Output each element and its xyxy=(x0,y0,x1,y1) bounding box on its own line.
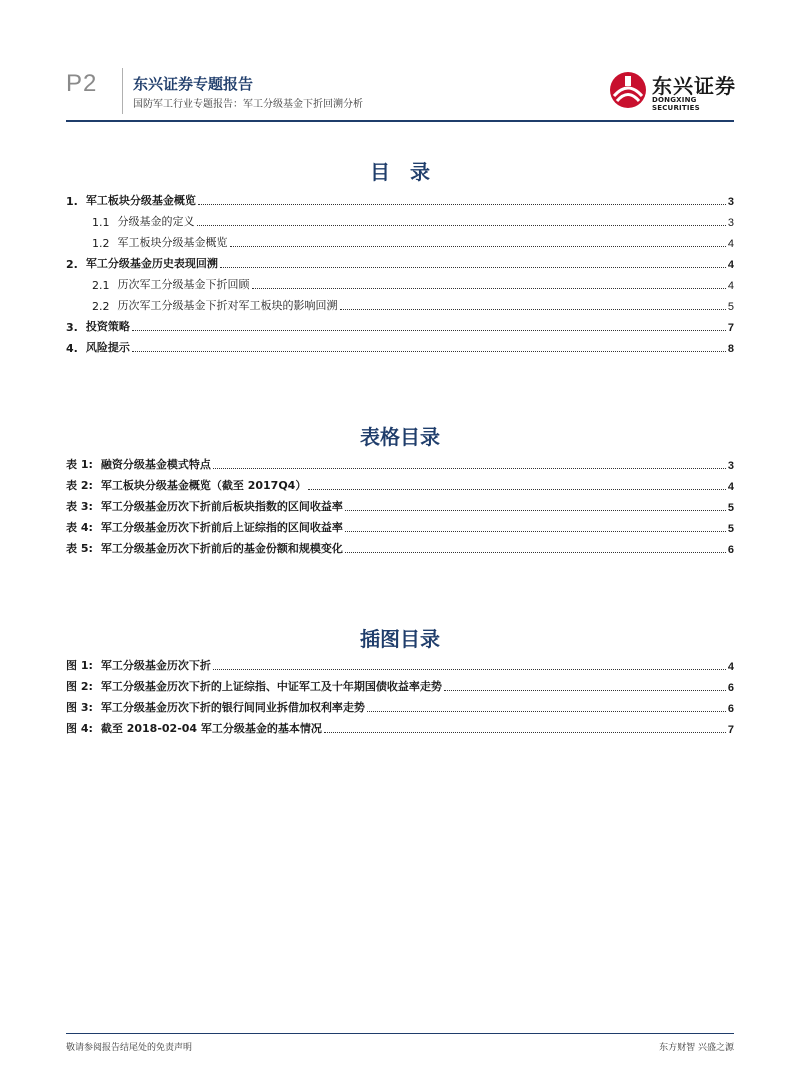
entry-page-number: 4 xyxy=(727,238,734,250)
entry-page-number: 4 xyxy=(727,481,734,493)
toc-entry[interactable] xyxy=(66,493,734,514)
footer-rule xyxy=(66,1033,734,1034)
dot-leader xyxy=(213,669,726,670)
entry-label: 截至 2018-02-04 军工分级基金的基本情况 xyxy=(100,722,322,735)
entry-page-number: 3 xyxy=(727,217,734,229)
toc-list xyxy=(66,187,734,355)
toc-entry[interactable] xyxy=(66,187,734,208)
figure-list xyxy=(66,652,734,736)
figure-list-title: 插图目录 xyxy=(360,627,440,651)
entry-number: 图 4: xyxy=(66,722,93,735)
toc-entry[interactable] xyxy=(66,271,734,292)
toc-entry[interactable] xyxy=(66,472,734,493)
toc-entry[interactable] xyxy=(66,535,734,556)
entry-page-number: 5 xyxy=(727,523,734,535)
toc-entry[interactable] xyxy=(66,229,734,250)
dot-leader xyxy=(252,288,726,289)
entry-number: 表 5: xyxy=(66,542,93,555)
dot-leader xyxy=(198,204,726,205)
toc-title: 目 录 xyxy=(370,160,430,184)
entry-label: 风险提示 xyxy=(85,341,130,354)
logo-text: 东兴证券 xyxy=(652,74,736,98)
footer-disclaimer: 敬请参阅报告结尾处的免责声明 xyxy=(66,1043,193,1053)
company-logo xyxy=(608,68,736,112)
report-title: 东兴证券专题报告 xyxy=(133,75,254,93)
entry-number: 1. xyxy=(66,195,78,208)
entry-number: 3. xyxy=(66,321,78,334)
entry-label: 军工分级基金历次下折 xyxy=(100,659,211,672)
header-separator xyxy=(122,68,123,114)
dot-leader xyxy=(220,267,726,268)
entry-number: 2. xyxy=(66,258,78,271)
entry-label: 军工分级基金历次下折前后上证综指的区间收益率 xyxy=(100,521,343,534)
dot-leader xyxy=(230,246,726,247)
dot-leader xyxy=(132,330,726,331)
dot-leader xyxy=(345,552,726,553)
entry-label: 分级基金的定义 xyxy=(117,215,195,228)
entry-label: 历次军工分级基金下折回顾 xyxy=(117,278,250,291)
dot-leader xyxy=(340,309,726,310)
entry-number: 图 1: xyxy=(66,659,93,672)
dot-leader xyxy=(308,489,726,490)
entry-number: 图 2: xyxy=(66,680,93,693)
entry-label: 历次军工分级基金下折对军工板块的影响回溯 xyxy=(117,299,338,312)
page-header xyxy=(0,0,800,125)
toc-entry[interactable] xyxy=(66,673,734,694)
toc-entry[interactable] xyxy=(66,652,734,673)
entry-label: 军工分级基金历次下折的上证综指、中证军工及十年期国债收益率走势 xyxy=(100,680,442,693)
table-list xyxy=(66,451,734,556)
logo-mark-icon xyxy=(608,70,648,110)
entry-label: 军工分级基金历史表现回溯 xyxy=(85,257,218,270)
entry-page-number: 3 xyxy=(727,196,734,208)
entry-page-number: 5 xyxy=(727,301,734,313)
entry-page-number: 6 xyxy=(727,682,734,694)
entry-number: 表 2: xyxy=(66,479,93,492)
entry-number: 2.2 xyxy=(92,300,110,313)
entry-label: 军工板块分级基金概览 xyxy=(117,236,228,249)
entry-number: 1.1 xyxy=(92,216,110,229)
toc-entry[interactable] xyxy=(66,292,734,313)
dot-leader xyxy=(213,468,726,469)
entry-label: 投资策略 xyxy=(85,320,130,333)
entry-label: 军工板块分级基金概览（截至 2017Q4） xyxy=(100,479,307,492)
dot-leader xyxy=(444,690,726,691)
entry-label: 军工板块分级基金概览 xyxy=(85,194,196,207)
dot-leader xyxy=(132,351,726,352)
entry-number: 表 3: xyxy=(66,500,93,513)
entry-label: 军工分级基金历次下折前后的基金份额和规模变化 xyxy=(100,542,343,555)
entry-page-number: 4 xyxy=(727,259,734,271)
header-rule xyxy=(66,120,734,122)
entry-page-number: 4 xyxy=(727,280,734,292)
page-number: P2 xyxy=(66,70,98,97)
dot-leader xyxy=(345,510,726,511)
entry-label: 军工分级基金历次下折的银行间同业拆借加权利率走势 xyxy=(100,701,365,714)
entry-number: 表 4: xyxy=(66,521,93,534)
entry-page-number: 7 xyxy=(727,322,734,334)
entry-number: 1.2 xyxy=(92,237,110,250)
logo-english: DONGXING SECURITIES xyxy=(652,96,700,112)
toc-entry[interactable] xyxy=(66,208,734,229)
entry-number: 4. xyxy=(66,342,78,355)
entry-label: 军工分级基金历次下折前后板块指数的区间收益率 xyxy=(100,500,343,513)
toc-entry[interactable] xyxy=(66,514,734,535)
entry-label: 融资分级基金模式特点 xyxy=(100,458,211,471)
toc-entry[interactable] xyxy=(66,313,734,334)
toc-entry[interactable] xyxy=(66,334,734,355)
table-list-title: 表格目录 xyxy=(360,425,440,449)
entry-number: 2.1 xyxy=(92,279,110,292)
entry-page-number: 7 xyxy=(727,724,734,736)
toc-entry[interactable] xyxy=(66,694,734,715)
dot-leader xyxy=(367,711,726,712)
toc-entry[interactable] xyxy=(66,250,734,271)
toc-entry[interactable] xyxy=(66,451,734,472)
entry-number: 图 3: xyxy=(66,701,93,714)
entry-page-number: 6 xyxy=(727,544,734,556)
entry-page-number: 5 xyxy=(727,502,734,514)
footer-slogan: 东方财智 兴盛之源 xyxy=(659,1043,734,1053)
dot-leader xyxy=(345,531,726,532)
toc-entry[interactable] xyxy=(66,715,734,736)
dot-leader xyxy=(324,732,726,733)
report-subtitle: 国防军工行业专题报告：军工分级基金下折回溯分析 xyxy=(133,99,363,110)
dot-leader xyxy=(197,225,726,226)
entry-page-number: 4 xyxy=(727,661,734,673)
entry-page-number: 6 xyxy=(727,703,734,715)
entry-page-number: 3 xyxy=(727,460,734,472)
entry-number: 表 1: xyxy=(66,458,93,471)
entry-page-number: 8 xyxy=(727,343,734,355)
